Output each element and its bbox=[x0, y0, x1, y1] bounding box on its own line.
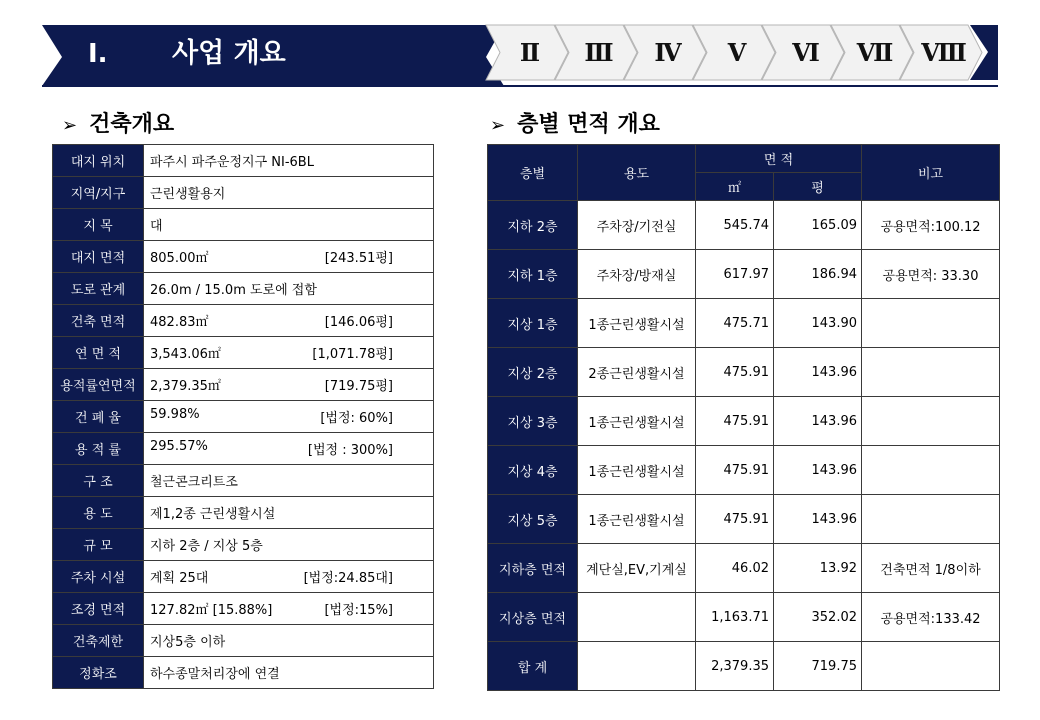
overview-label: 지 목 bbox=[53, 209, 144, 241]
floor-label: 지상층 면적 bbox=[488, 593, 578, 642]
floor-label: 지상 1층 bbox=[488, 299, 578, 348]
floor-area-sqm: 1,163.71 bbox=[696, 593, 774, 642]
overview-value-cell bbox=[144, 625, 434, 657]
floor-area-pyeong: 143.96 bbox=[774, 348, 862, 397]
floor-row bbox=[488, 446, 1000, 495]
overview-value: 지하 2층 / 지상 5층 bbox=[150, 539, 263, 554]
header-pyeong: 평 bbox=[774, 173, 862, 201]
overview-value: 하수종말처리장에 연결 bbox=[150, 667, 280, 682]
floor-area-pyeong: 719.75 bbox=[774, 642, 862, 691]
building-overview-title: 건축개요 bbox=[89, 112, 175, 137]
overview-row bbox=[53, 305, 434, 337]
overview-value-cell bbox=[144, 305, 434, 337]
floor-row bbox=[488, 348, 1000, 397]
floor-area-heading bbox=[490, 110, 660, 140]
overview-value-cell bbox=[144, 337, 434, 369]
chapter-tab-label: Ⅴ bbox=[727, 38, 747, 67]
floor-use: 1종근린생활시설 bbox=[578, 495, 696, 544]
floor-remark bbox=[862, 397, 1000, 446]
building-overview-table bbox=[52, 144, 434, 689]
overview-label: 대지 면적 bbox=[53, 241, 144, 273]
overview-label: 정화조 bbox=[53, 657, 144, 689]
overview-label: 건 폐 율 bbox=[53, 401, 144, 433]
overview-row bbox=[53, 145, 434, 177]
overview-note: [719.75평] bbox=[324, 379, 393, 394]
header-use: 용도 bbox=[578, 145, 696, 201]
floor-remark bbox=[862, 446, 1000, 495]
chapter-tab-label: Ⅷ bbox=[921, 38, 967, 67]
overview-value-cell bbox=[144, 145, 434, 177]
overview-value-cell bbox=[144, 657, 434, 689]
header-area: 면 적 bbox=[696, 145, 862, 173]
overview-value: 482.83㎡ bbox=[150, 315, 209, 330]
overview-row bbox=[53, 401, 434, 433]
overview-value: 대 bbox=[150, 219, 163, 234]
overview-value: 26.0m / 15.0m 도로에 접함 bbox=[150, 283, 317, 298]
floor-remark: 공용면적:133.42 bbox=[862, 593, 1000, 642]
overview-value: 철근콘크리트조 bbox=[150, 475, 238, 490]
overview-row bbox=[53, 273, 434, 305]
overview-label: 용 적 률 bbox=[53, 433, 144, 465]
floor-use bbox=[578, 642, 696, 691]
overview-value: 805.00㎡ bbox=[150, 251, 209, 266]
overview-row bbox=[53, 465, 434, 497]
floor-label: 지상 2층 bbox=[488, 348, 578, 397]
overview-row bbox=[53, 657, 434, 689]
floor-area-sqm: 475.91 bbox=[696, 495, 774, 544]
overview-value-cell bbox=[144, 401, 434, 433]
overview-value-cell bbox=[144, 497, 434, 529]
floor-area-sqm: 545.74 bbox=[696, 201, 774, 250]
building-overview-heading bbox=[62, 110, 174, 140]
header-remark: 비고 bbox=[862, 145, 1000, 201]
floor-area-pyeong: 143.90 bbox=[774, 299, 862, 348]
floor-remark bbox=[862, 299, 1000, 348]
overview-row bbox=[53, 241, 434, 273]
floor-row bbox=[488, 593, 1000, 642]
floor-area-pyeong: 143.96 bbox=[774, 397, 862, 446]
overview-note: [146.06평] bbox=[324, 315, 393, 330]
floor-remark bbox=[862, 495, 1000, 544]
overview-label: 조경 면적 bbox=[53, 593, 144, 625]
overview-value-cell bbox=[144, 561, 434, 593]
chapter-tab-label: Ⅵ bbox=[792, 38, 820, 67]
overview-label: 건축제한 bbox=[53, 625, 144, 657]
floor-label: 지하 2층 bbox=[488, 201, 578, 250]
overview-row bbox=[53, 177, 434, 209]
overview-row bbox=[53, 529, 434, 561]
arrow-bullet-icon: ➢ bbox=[490, 115, 506, 136]
floor-row bbox=[488, 495, 1000, 544]
floor-remark: 건축면적 1/8이하 bbox=[862, 544, 1000, 593]
overview-row bbox=[53, 209, 434, 241]
overview-value: 지상5층 이하 bbox=[150, 635, 226, 650]
floor-remark bbox=[862, 348, 1000, 397]
overview-label: 지역/지구 bbox=[53, 177, 144, 209]
overview-value: 계획 25대 bbox=[150, 571, 209, 586]
floor-area-pyeong: 352.02 bbox=[774, 593, 862, 642]
overview-label: 도로 관계 bbox=[53, 273, 144, 305]
floor-remark bbox=[862, 642, 1000, 691]
floor-label: 지상 5층 bbox=[488, 495, 578, 544]
overview-label: 구 조 bbox=[53, 465, 144, 497]
header-floor: 층별 bbox=[488, 145, 578, 201]
overview-label: 주차 시설 bbox=[53, 561, 144, 593]
overview-value-cell bbox=[144, 529, 434, 561]
floor-area-sqm: 475.91 bbox=[696, 446, 774, 495]
floor-remark: 공용면적: 33.30 bbox=[862, 250, 1000, 299]
floor-label: 지상 4층 bbox=[488, 446, 578, 495]
floor-use bbox=[578, 593, 696, 642]
banner-current-num: Ⅰ. bbox=[88, 39, 108, 69]
overview-row bbox=[53, 625, 434, 657]
floor-row bbox=[488, 642, 1000, 691]
chapter-tab-label: Ⅱ bbox=[519, 38, 541, 67]
overview-row bbox=[53, 497, 434, 529]
floor-use: 1종근린생활시설 bbox=[578, 397, 696, 446]
floor-area-title: 층별 면적 개요 bbox=[517, 112, 660, 137]
overview-row bbox=[53, 561, 434, 593]
overview-value-cell bbox=[144, 177, 434, 209]
chapter-tab-label: Ⅳ bbox=[654, 38, 682, 67]
floor-use: 주차장/방재실 bbox=[578, 250, 696, 299]
overview-value-cell bbox=[144, 433, 434, 465]
overview-label: 연 면 적 bbox=[53, 337, 144, 369]
arrow-bullet-icon: ➢ bbox=[62, 115, 78, 136]
overview-note: [법정:24.85대] bbox=[303, 571, 393, 586]
floor-area-pyeong: 165.09 bbox=[774, 201, 862, 250]
floor-row bbox=[488, 544, 1000, 593]
overview-value: 295.57% bbox=[150, 439, 208, 454]
header-sqm: ㎡ bbox=[696, 173, 774, 201]
floor-area-sqm: 475.91 bbox=[696, 397, 774, 446]
overview-note: [법정: 60%] bbox=[320, 411, 393, 426]
floor-label: 합 계 bbox=[488, 642, 578, 691]
overview-note: [243.51평] bbox=[324, 251, 393, 266]
floor-area-pyeong: 13.92 bbox=[774, 544, 862, 593]
overview-label: 규 모 bbox=[53, 529, 144, 561]
overview-value-cell bbox=[144, 273, 434, 305]
floor-row bbox=[488, 250, 1000, 299]
overview-note: [법정 : 300%] bbox=[307, 443, 393, 458]
floor-row bbox=[488, 201, 1000, 250]
overview-label: 용 도 bbox=[53, 497, 144, 529]
floor-use: 1종근린생활시설 bbox=[578, 299, 696, 348]
floor-label: 지하 1층 bbox=[488, 250, 578, 299]
overview-row bbox=[53, 337, 434, 369]
floor-remark: 공용면적:100.12 bbox=[862, 201, 1000, 250]
floor-use: 1종근린생활시설 bbox=[578, 446, 696, 495]
overview-note: [법정:15%] bbox=[324, 603, 393, 618]
floor-area-pyeong: 186.94 bbox=[774, 250, 862, 299]
overview-row bbox=[53, 593, 434, 625]
floor-area-sqm: 475.71 bbox=[696, 299, 774, 348]
overview-value: 127.82㎡ [15.88%] bbox=[150, 603, 273, 618]
floor-label: 지상 3층 bbox=[488, 397, 578, 446]
overview-value-cell bbox=[144, 369, 434, 401]
floor-area-sqm: 475.91 bbox=[696, 348, 774, 397]
banner-current-title: 사업 개요 bbox=[172, 38, 286, 69]
overview-label: 용적률연면적 bbox=[53, 369, 144, 401]
overview-value: 59.98% bbox=[150, 407, 200, 422]
overview-value-cell bbox=[144, 241, 434, 273]
overview-value-cell bbox=[144, 465, 434, 497]
floor-row bbox=[488, 299, 1000, 348]
overview-value: 근린생활용지 bbox=[150, 187, 226, 202]
floor-area-pyeong: 143.96 bbox=[774, 495, 862, 544]
floor-label: 지하층 면적 bbox=[488, 544, 578, 593]
floor-row bbox=[488, 397, 1000, 446]
overview-value: 2,379.35㎡ bbox=[150, 379, 221, 394]
chapter-tab-label: Ⅶ bbox=[856, 38, 894, 67]
floor-area-sqm: 46.02 bbox=[696, 544, 774, 593]
overview-value-cell bbox=[144, 209, 434, 241]
overview-label: 건축 면적 bbox=[53, 305, 144, 337]
overview-row bbox=[53, 369, 434, 401]
floor-use: 주차장/기전실 bbox=[578, 201, 696, 250]
floor-area-sqm: 2,379.35 bbox=[696, 642, 774, 691]
chapter-banner bbox=[0, 0, 1040, 100]
floor-area-sqm: 617.97 bbox=[696, 250, 774, 299]
overview-value: 3,543.06㎡ bbox=[150, 347, 221, 362]
floor-area-pyeong: 143.96 bbox=[774, 446, 862, 495]
overview-value: 파주시 파주운정지구 NI-6BL bbox=[150, 155, 314, 170]
overview-value: 제1,2종 근린생활시설 bbox=[150, 507, 276, 522]
floor-use: 계단실,EV,기계실 bbox=[578, 544, 696, 593]
overview-note: [1,071.78평] bbox=[312, 347, 393, 362]
overview-label: 대지 위치 bbox=[53, 145, 144, 177]
overview-value-cell bbox=[144, 593, 434, 625]
floor-area-table bbox=[487, 144, 1000, 691]
overview-row bbox=[53, 433, 434, 465]
chapter-tab-label: Ⅲ bbox=[584, 38, 614, 67]
floor-use: 2종근린생활시설 bbox=[578, 348, 696, 397]
